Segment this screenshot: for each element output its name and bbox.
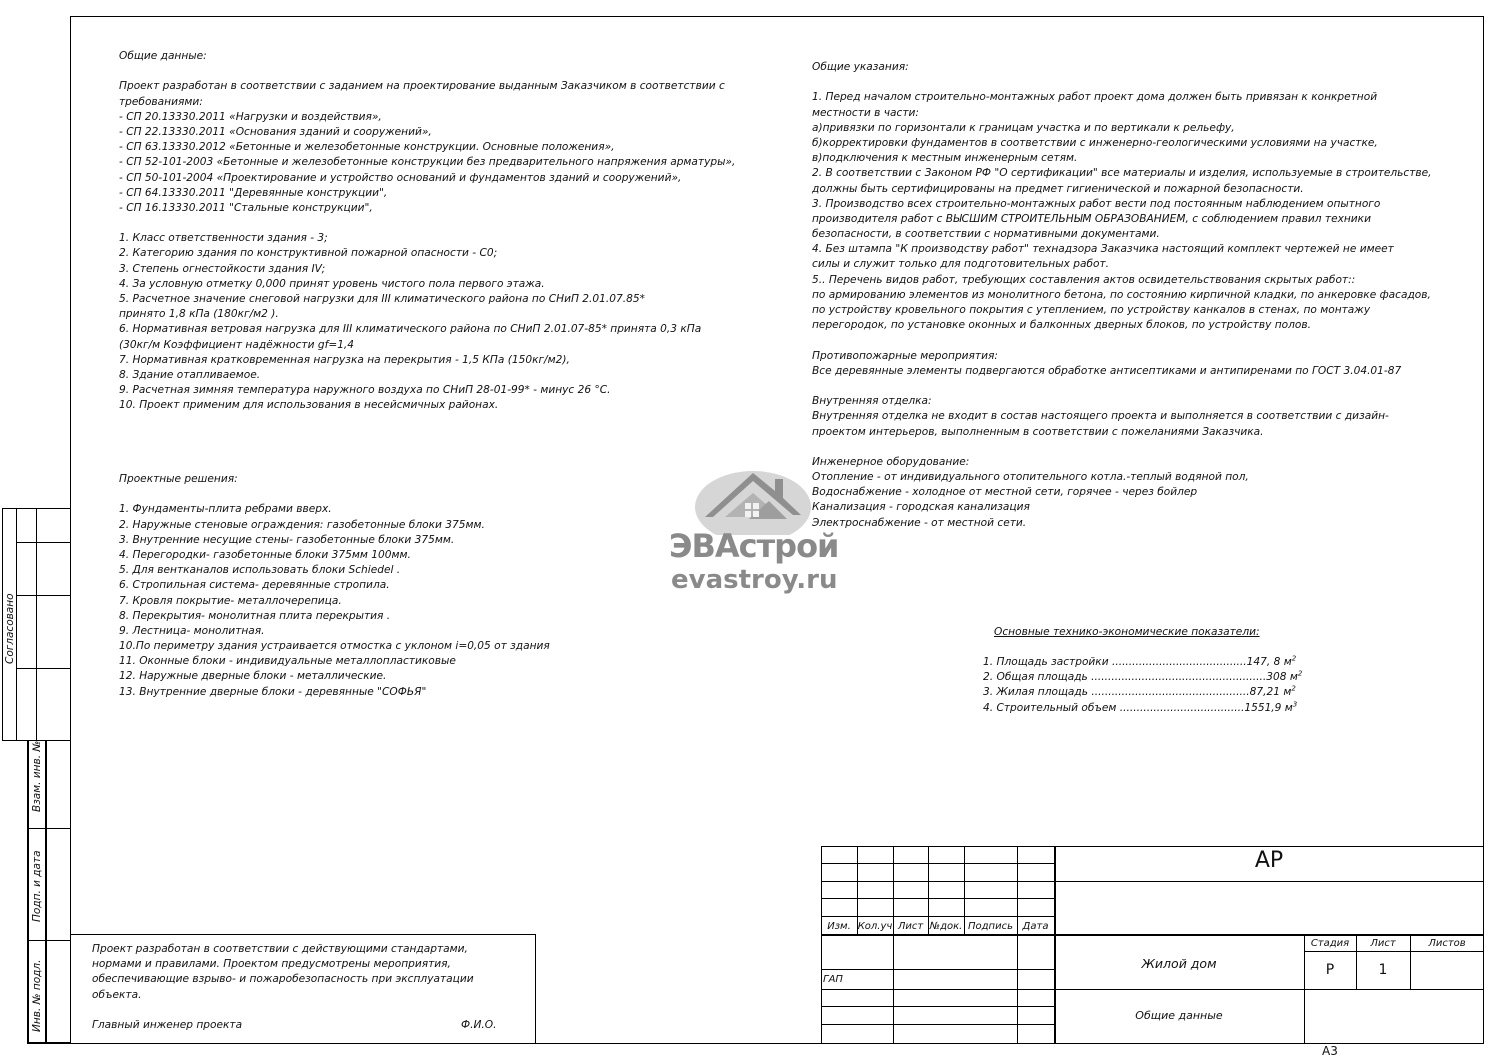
general-instruction-line: по армированию элементов из монолитного бетона, по состоянию кирпичной кладки, по анкеровке фасадов, <box>812 288 1431 301</box>
general-instruction-line: в)подключения к местным инженерным сетям. <box>812 152 1078 165</box>
general-instruction-line: производителя работ с ВЫСШИМ СТРОИТЕЛЬНЫМ ОБРАЗОВАНИЕМ, с соблюдением правил техники <box>812 212 1371 225</box>
general-data-line: - СП 52-101-2003 «Бетонные и железобетонные конструкции без предварительного напряжения арматуры», <box>119 156 736 169</box>
header-date: Дата <box>1022 921 1049 932</box>
fire-measures-text: Все деревянные элементы подвергаются обработке антисептиками и антипиренами по ГОСТ 3.04.01-87 <box>812 364 1402 377</box>
header-sheet: Лист <box>897 921 924 932</box>
general-data-item: (30кг/м Коэффициент надёжности gf=1,4 <box>119 338 355 351</box>
general-data-line: Проект разработан в соответствии с заданием на проектирование выданным Заказчиком в соответствии с <box>119 80 725 93</box>
side-stamp <box>0 0 72 1061</box>
general-data-line: - СП 63.13330.2012 «Бетонные и железобетонные конструкции. Основные положения», <box>119 141 615 154</box>
general-instruction-line: по устройству кровельного покрытия с утеплением, по устройству канкалов в стенах, по монтажу <box>812 304 1371 316</box>
engineering-lines <box>812 470 1432 531</box>
design-solution-item: 8. Перекрытия- монолитная плита перекрытия . <box>119 609 391 622</box>
header-doc-no: №док. <box>929 921 963 932</box>
general-data-item: 3. Степень огнестойкости здания IV; <box>119 262 326 275</box>
design-solution-item: 12. Наружные дверные блоки - металлические. <box>119 670 387 683</box>
object-name: Жилой дом <box>1141 956 1217 971</box>
general-data-heading: Общие данные: <box>119 50 207 62</box>
interior-finish-line: проектом интерьеров, выполненным в соответствии с пожеланиями Заказчика. <box>812 425 1264 438</box>
engineering-heading: Инженерное оборудование: <box>812 455 970 468</box>
format-label: А3 <box>1322 1044 1338 1058</box>
sheet-value: 1 <box>1378 962 1388 978</box>
design-solution-item: 10.По периметру здания устраивается отмостка с уклоном i=0,05 от здания <box>119 640 550 653</box>
engineering-line: Отопление - от индивидуального отопительного котла.-теплый водяной пол, <box>812 471 1249 484</box>
general-data-line: - СП 22.13330.2011 «Основания зданий и сооружений», <box>119 125 432 138</box>
gap-label: ГАП <box>823 974 843 985</box>
general-instruction-line: силы и служит только для подготовительных работ. <box>812 258 1110 271</box>
house-logo-icon <box>665 455 840 535</box>
design-solution-item: 5. Для вентканалов использовать блоки Schiedel . <box>119 564 401 577</box>
indicator-item: 1. Площадь застройки ........................................147, 8 $м^2$ <box>983 654 1297 668</box>
title-block <box>821 846 1484 1044</box>
general-data-item: 2. Категорию здания по конструктивной пожарной опасности - С0; <box>119 247 498 260</box>
agreed-label: Согласовано <box>4 593 16 664</box>
engineering-line: Водоснабжение - холодное от местной сети, горячее - через бойлер <box>812 486 1198 499</box>
compliance-note-text <box>92 942 474 1003</box>
general-instruction-line: 1. Перед началом строительно-монтажных работ проект дома должен быть привязан к конкретной <box>812 91 1378 104</box>
compliance-note-line: обеспечивающие взрыво- и пожаробезопасность при эксплуатации <box>92 973 474 986</box>
interior-finish-line: Внутренняя отделка не входит в состав настоящего проекта и выполняется в соответствии с дизайн- <box>812 410 1389 423</box>
inv-orig-label: Инв. № подл. <box>31 959 43 1032</box>
fio-label: Ф.И.О. <box>461 1019 497 1031</box>
interior-finish-heading: Внутренняя отделка: <box>812 395 932 408</box>
design-solution-item: 4. Перегородки- газобетонные блоки 375мм 100мм. <box>119 548 411 561</box>
design-solutions-heading: Проектные решения: <box>119 473 238 485</box>
general-instruction-line: 5.. Перечень видов работ, требующих составления актов освидетельствования скрытых работ:: <box>812 273 1356 286</box>
stage-label: Стадия <box>1310 938 1350 949</box>
general-data-line: - СП 16.13330.2011 "Стальные конструкции", <box>119 201 373 214</box>
fire-measures-heading: Противопожарные мероприятия: <box>812 349 998 362</box>
general-instruction-line: безопасности, в соответствии с нормативными документами. <box>812 228 1160 241</box>
header-qty: Кол.уч <box>857 921 893 932</box>
watermark-brand: ЭВАстрой <box>669 527 839 565</box>
general-data-item: 5. Расчетное значение снеговой нагрузки для III климатического района по СНиП 2.01.07.85* <box>119 293 645 305</box>
general-data-item: 4. За условную отметку 0,000 принят уровень чистого пола первого этажа. <box>119 277 545 290</box>
inv-replace-label: Взам. инв. № <box>31 740 43 812</box>
general-instruction-line: 3. Производство всех строительно-монтажных работ вести под постоянным наблюдением опытного <box>812 197 1381 210</box>
general-instruction-line: должны быть сертифицированы на предмет гигиенической и пожарной безопасности. <box>812 182 1304 195</box>
compliance-note-line: объекта. <box>92 988 142 1001</box>
general-data-item: 10. Проект применим для использования в несейсмичных районах. <box>119 399 499 412</box>
design-solution-item: 1. Фундаменты-плита ребрами вверх. <box>119 503 332 516</box>
design-solution-item: 6. Стропильная система- деревянные стропила. <box>119 579 390 592</box>
general-data-line: требованиями: <box>119 95 203 108</box>
indicator-item: 2. Общая площадь ....................................................308 $м^2$ <box>983 669 1303 684</box>
design-solutions-items <box>119 502 550 699</box>
compliance-note-line: нормами и правилами. Проектом предусмотрены мероприятия, <box>92 958 451 971</box>
design-solution-item: 11. Оконные блоки - индивидуальные металлопластиковые <box>119 655 456 668</box>
general-data-item: 9. Расчетная зимняя температура наружного воздуха по СНиП 28-01-99* - минус 26 °С. <box>119 384 611 397</box>
document-code: АР <box>1254 848 1284 873</box>
general-data-line: - СП 50-101-2004 «Проектирование и устройство оснований и фундаментов зданий и сооружений», <box>119 171 682 184</box>
design-solution-item: 9. Лестница- монолитная. <box>119 624 265 637</box>
general-instruction-line: 2. В соответствии с Законом РФ "О сертификации" все материалы и изделия, используемые в строительстве, <box>812 167 1432 180</box>
general-instruction-line: 4. Без штампа "К производству работ" технадзора Заказчика настоящий комплект чертежей не имеет <box>812 243 1394 256</box>
general-data-line: - СП 20.13330.2011 «Нагрузки и воздействия», <box>119 110 382 123</box>
design-solution-item: 13. Внутренние дверные блоки - деревянные "СОФЬЯ" <box>119 685 427 698</box>
sheet-label: Лист <box>1370 938 1396 949</box>
design-solution-item: 7. Кровля покрытие- металлочерепица. <box>119 594 342 607</box>
general-instructions-lines <box>812 90 1432 333</box>
compliance-note-line: Проект разработан в соответствии с действующими стандартами, <box>92 943 468 955</box>
general-instructions-section <box>812 60 1432 531</box>
watermark <box>665 455 840 605</box>
stage-value: Р <box>1325 962 1335 978</box>
indicators-list <box>983 655 1302 716</box>
general-data-items <box>119 231 735 413</box>
header-signature: Подпись <box>968 921 1013 932</box>
general-data-section <box>119 49 735 414</box>
engineering-line: Электроснабжение - от местной сети. <box>812 516 1027 529</box>
general-instructions-heading: Общие указания: <box>812 61 909 73</box>
general-data-intro <box>119 79 735 216</box>
general-data-line: - СП 64.13330.2011 "Деревянные конструкции", <box>119 186 388 199</box>
general-instruction-line: б)корректировки фундаментов в соответствии с инженерно-геологическими условиями на участке, <box>812 136 1378 149</box>
interior-finish-lines <box>812 409 1432 439</box>
indicator-item: 4. Строительный объем .....................................1551,9 $м^3$ <box>983 700 1298 714</box>
engineering-line: Канализация - городская канализация <box>812 501 1030 514</box>
design-solutions-section <box>119 472 550 700</box>
general-instruction-line: местности в части: <box>812 106 919 119</box>
general-data-item: 6. Нормативная ветровая нагрузка для III климатического района по СНиП 2.01.07-85* принята 0,3 кПа <box>119 323 702 336</box>
general-data-item: 8. Здание отапливаемое. <box>119 368 261 381</box>
general-data-item: 7. Нормативная кратковременная нагрузка на перекрытия - 1,5 КПа (150кг/м2), <box>119 353 570 366</box>
chief-engineer-label: Главный инженер проекта <box>92 1019 243 1031</box>
indicators-heading: Основные технико-экономические показатели: <box>994 626 1260 638</box>
design-solution-item: 2. Наружные стеновые ограждения: газобетонные блоки 375мм. <box>119 518 485 531</box>
sign-date-label: Подп. и дата <box>31 850 43 922</box>
general-data-item: принято 1,8 кПа (180кг/м2 ). <box>119 308 279 321</box>
design-solution-item: 3. Внутренние несущие стены- газобетонные блоки 375мм. <box>119 533 455 546</box>
general-data-item: 1. Класс ответственности здания - 3; <box>119 232 328 245</box>
sheets-label: Листов <box>1428 938 1466 949</box>
general-instruction-line: а)привязки по горизонтали к границам участка и по вертикали к рельефу, <box>812 121 1235 134</box>
indicator-item: 3. Жилая площадь ...............................................87,21 $м^2$ <box>983 684 1296 699</box>
watermark-url: evastroy.ru <box>671 565 838 595</box>
header-change: Изм. <box>827 921 851 932</box>
sheet-title: Общие данные <box>1135 1009 1223 1022</box>
general-instruction-line: перегородок, по установке оконных и балконных дверных блоков, по устройству полов. <box>812 319 1312 332</box>
